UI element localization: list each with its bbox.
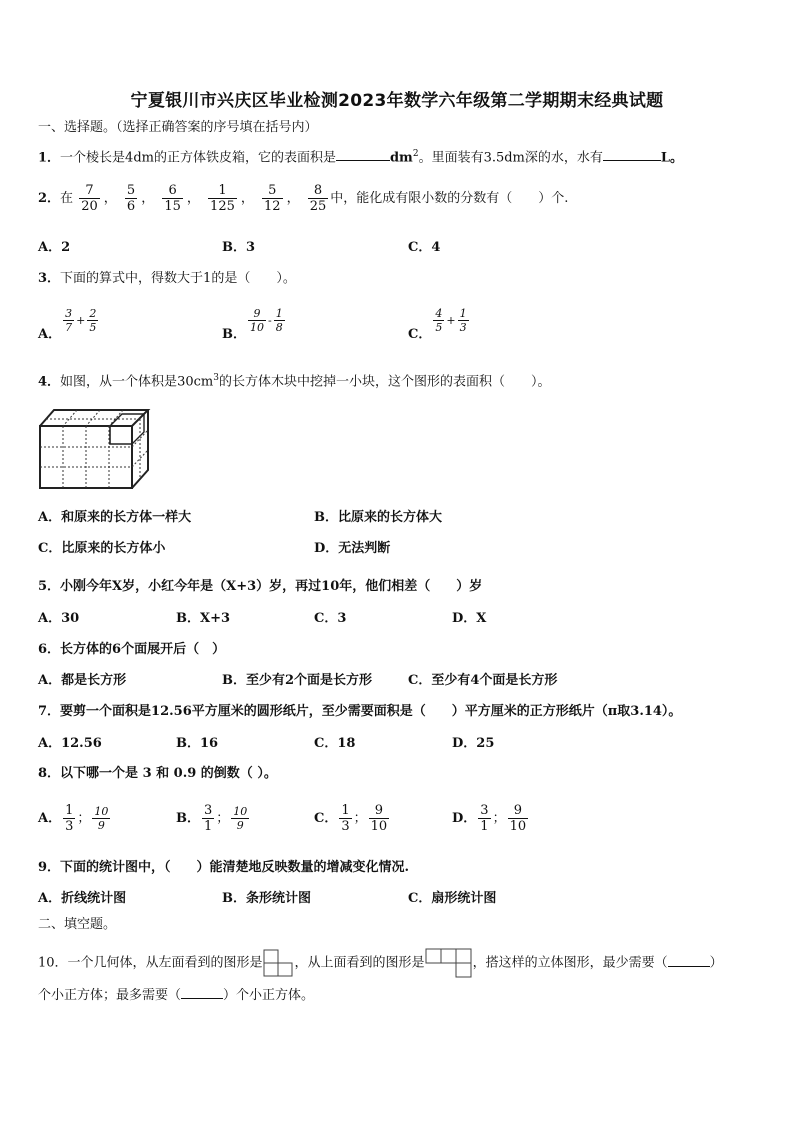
q1-number: 1． (38, 150, 61, 166)
q3-option-a-frac-2: $\frac{2}{5}$ (89, 307, 97, 334)
q2-fraction-2: $\frac{5}{6}$ (126, 183, 136, 214)
q8-option-a[interactable]: A． $\frac{1}{3}$ ； $\frac{10}{9}$ (38, 803, 109, 834)
q2-option-a[interactable]: A．2 (38, 240, 71, 255)
q2-fraction-1: $\frac{7}{20}$ (81, 183, 98, 214)
q1-text-a: 一个棱长是4dm的正方体铁皮箱，它的表面积是 (60, 150, 336, 166)
q4-option-a[interactable]: A．和原来的长方体一样大 (38, 510, 192, 525)
q6-option-a[interactable]: A．都是长方形 (38, 673, 127, 688)
q4-volume-sup: 3 (213, 373, 219, 383)
top-view-grid-icon (425, 948, 473, 978)
q10-text-d: ） (709, 955, 723, 971)
q8-option-d-frac-2: $\frac{9}{10}$ (509, 803, 527, 834)
q10-blank-1[interactable] (668, 954, 710, 967)
q2-fraction-6: $\frac{8}{25}$ (309, 183, 327, 214)
q7-option-c[interactable]: C．18 (314, 736, 356, 751)
question-2: 2．在 $\frac{7}{20}$ ， $\frac{5}{6}$ ， $\frac{6}{15}$ ， $\frac{1}{125}$ ， $\frac{5}{12}$ ， $\frac{8}{25}$ 中，能化成有限小数的分数有（ ）个. (38, 183, 569, 214)
q3-option-b-frac-1: $\frac{9}{10}$ (250, 307, 264, 334)
q7-option-b[interactable]: B．16 (176, 736, 219, 751)
q8-option-c-frac-1: $\frac{1}{3}$ (341, 803, 350, 834)
q3-option-b-label: B． (222, 327, 246, 342)
q2-number: 2． (38, 191, 61, 206)
q8-option-a-label: A． (38, 811, 62, 826)
q4-option-b[interactable]: B．比原来的长方体大 (314, 510, 442, 525)
q1-blank-1[interactable] (336, 148, 390, 161)
q3-number: 3． (38, 271, 61, 286)
q5-option-a[interactable]: A．30 (38, 611, 80, 626)
q3-option-a[interactable]: A． $\frac{3}{7}$ + $\frac{2}{5}$ (38, 307, 97, 342)
q10-text-a: 10．一个几何体，从左面看到的图形是 (38, 955, 263, 971)
q3-option-b[interactable]: B． $\frac{9}{10}$ - $\frac{1}{8}$ (222, 307, 283, 342)
q6-option-c[interactable]: C．至少有4个面是长方形 (408, 673, 558, 688)
q6-option-b[interactable]: B．至少有2个面是长方形 (222, 673, 373, 688)
q8-option-c[interactable]: C． $\frac{1}{3}$ ； $\frac{9}{10}$ (314, 803, 388, 834)
question-9: 9．下面的统计图中，（ ）能清楚地反映数量的增减变化情况. (38, 860, 410, 875)
page-title: 宁夏银川市兴庆区毕业检测2023年数学六年级第二学期期末经典试题 (130, 91, 664, 111)
q3-option-c-frac-2: $\frac{1}{3}$ (459, 307, 467, 334)
q2-post: 中，能化成有限小数的分数有（ ）个. (330, 191, 569, 206)
q8-option-a-frac-1: $\frac{1}{3}$ (65, 803, 74, 834)
q4-option-d[interactable]: D．无法判断 (314, 541, 391, 556)
q1-unit-sup: 2 (412, 149, 419, 159)
q1-unit-1: dm (389, 150, 413, 166)
section-2-heading: 二、填空题。 (38, 917, 117, 932)
q5-option-d[interactable]: D．X (452, 611, 487, 626)
q8-option-d-label: D． (452, 811, 477, 826)
question-10 (38, 948, 723, 978)
q2-fraction-3: $\frac{6}{15}$ (164, 183, 181, 214)
q1-text-b: 。里面装有3.5dm深的水，水有 (418, 150, 603, 166)
q4-text-a: 如图，从一个体积是 (60, 374, 178, 390)
q4-number: 4． (38, 374, 61, 390)
q8-option-b-frac-2: $\frac{10}{9}$ (233, 805, 248, 832)
question-6: 6．长方体的6个面展开后（ ） (38, 642, 226, 657)
cuboid-figure (36, 404, 154, 492)
question-8: 8．以下哪一个是 3 和 0.9 的倒数（ ）。 (38, 766, 277, 781)
q8-option-b[interactable]: B． $\frac{3}{1}$ ； $\frac{10}{9}$ (176, 803, 248, 834)
q8-option-a-frac-2: $\frac{10}{9}$ (94, 805, 109, 832)
q5-option-b[interactable]: B．X+3 (176, 611, 231, 626)
q4-option-c[interactable]: C．比原来的长方体小 (38, 541, 166, 556)
q2-option-c[interactable]: C．4 (408, 240, 441, 255)
q10-text-c: ，搭这样的立体图形，最少需要（ (472, 955, 668, 971)
q4-volume: 30cm (177, 374, 214, 390)
q3-option-c[interactable]: C． $\frac{4}{5}$ + $\frac{1}{3}$ (408, 307, 467, 342)
q1-unit-2: L。 (660, 150, 684, 166)
section-1-heading: 一、选择题。（选择正确答案的序号填在括号内） (38, 120, 318, 135)
q3-option-a-frac-1: $\frac{3}{7}$ (65, 307, 73, 334)
question-3 (38, 271, 296, 287)
q2-pre: 在 (60, 191, 74, 206)
q10-blank-2[interactable] (181, 986, 223, 999)
question-1 (38, 146, 683, 166)
q3-option-c-label: C． (408, 327, 432, 342)
q2-fraction-5: $\frac{5}{12}$ (264, 183, 281, 214)
q8-option-c-label: C． (314, 811, 338, 826)
q8-option-b-frac-1: $\frac{3}{1}$ (204, 803, 213, 834)
question-5: 5．小刚今年X岁，小红今年是（X+3）岁，再过10年，他们相差（ ）岁 (38, 579, 483, 594)
q8-option-c-frac-2: $\frac{9}{10}$ (370, 803, 388, 834)
q3-option-c-frac-1: $\frac{4}{5}$ (435, 307, 443, 334)
q7-option-d[interactable]: D．25 (452, 736, 495, 751)
question-7: 7．要剪一个面积是12.56平方厘米的圆形纸片，至少需要面积是（ ）平方厘米的正方形纸片（π取3.14）。 (38, 704, 682, 719)
q3-option-a-label: A． (38, 327, 62, 342)
q8-option-b-label: B． (176, 811, 200, 826)
question-10-line-2 (38, 986, 314, 1004)
q8-option-d[interactable]: D． $\frac{3}{1}$ ； $\frac{9}{10}$ (452, 803, 527, 834)
q5-option-c[interactable]: C．3 (314, 611, 347, 626)
q8-option-d-frac-1: $\frac{3}{1}$ (480, 803, 489, 834)
q3-text: 下面的算式中，得数大于1的是（ ）。 (60, 271, 296, 286)
left-view-grid-icon (263, 949, 295, 977)
q1-blank-2[interactable] (603, 148, 661, 161)
q9-option-a[interactable]: A．折线统计图 (38, 891, 127, 906)
q10-line2-b: ）个小正方体。 (223, 988, 315, 1003)
q2-option-b[interactable]: B．3 (222, 240, 256, 255)
q9-option-c[interactable]: C．扇形统计图 (408, 891, 497, 906)
q3-option-b-frac-2: $\frac{1}{8}$ (275, 307, 283, 334)
q4-text-b: 的长方体木块中挖掉一小块，这个图形的表面积（ ）。 (218, 374, 551, 390)
question-4 (38, 370, 550, 390)
q10-text-b: ，从上面看到的图形是 (294, 955, 425, 971)
q2-fraction-4: $\frac{1}{125}$ (210, 183, 235, 214)
q9-option-b[interactable]: B．条形统计图 (222, 891, 311, 906)
q7-option-a[interactable]: A．12.56 (38, 736, 102, 751)
q10-line2-a: 个小正方体；最多需要（ (38, 988, 182, 1003)
